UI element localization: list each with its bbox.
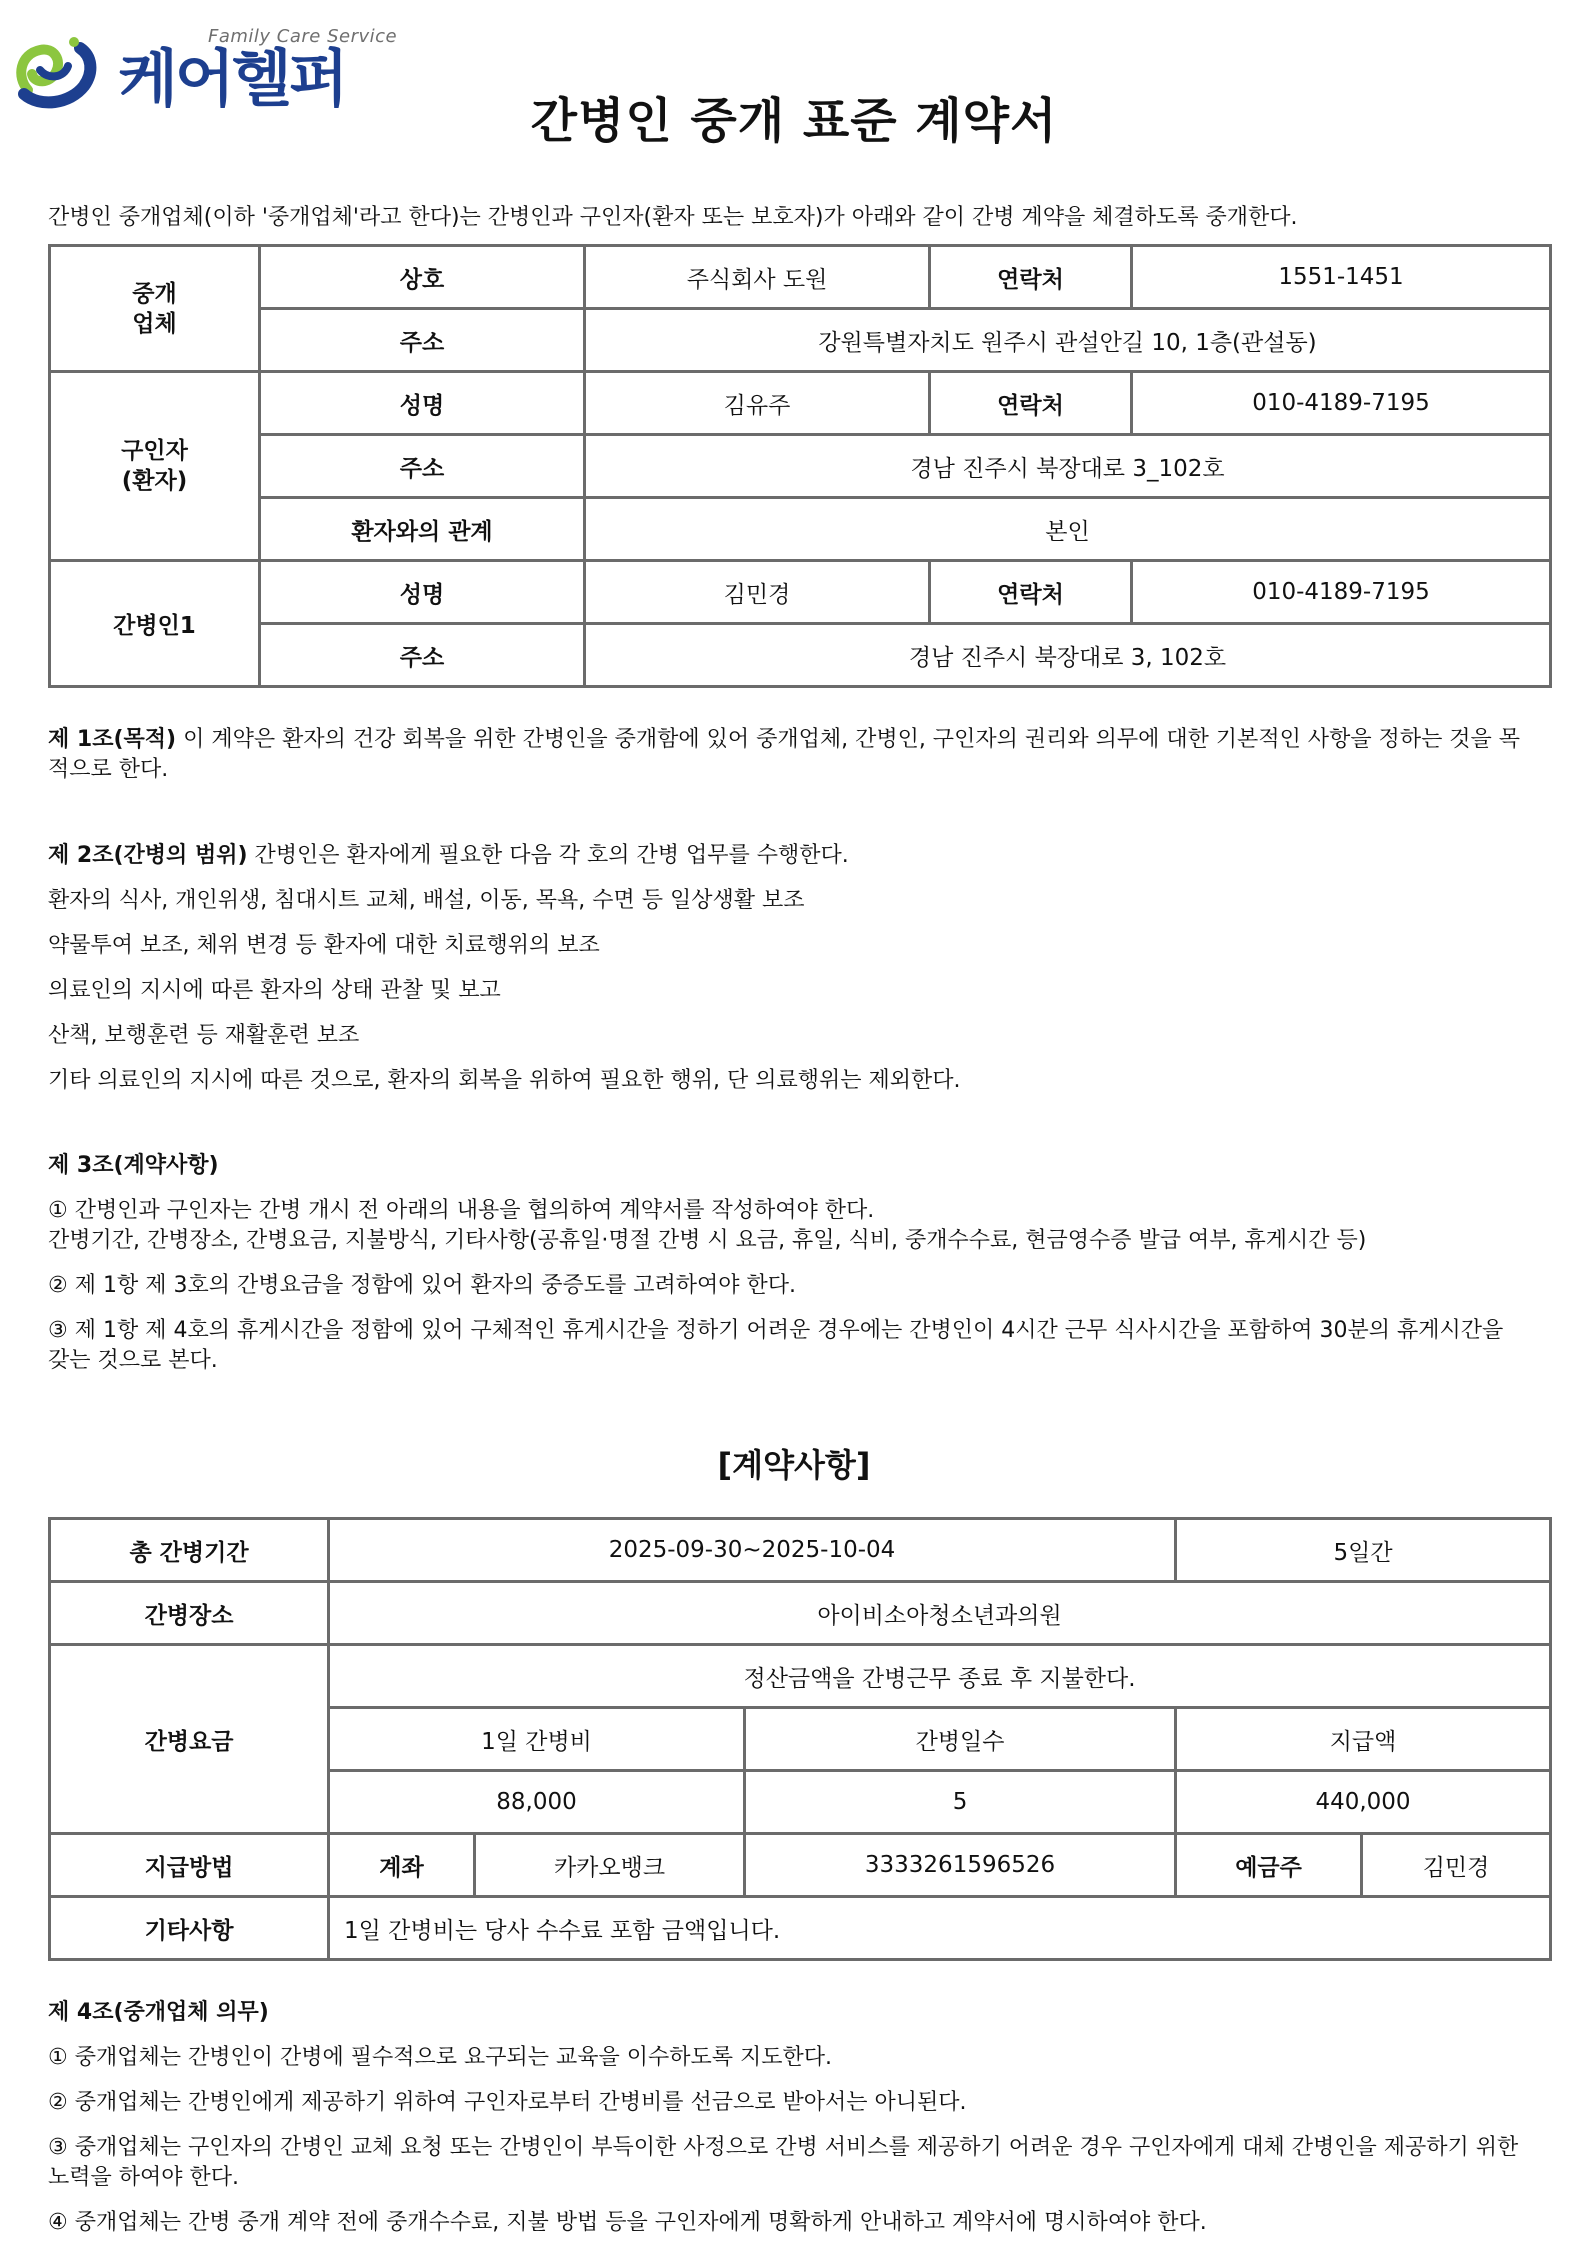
agency-name-label: 상호 [260,246,585,309]
agency-address-label: 주소 [260,309,585,372]
table-row [50,435,1551,498]
caregiver-header: 간병인1 [50,561,260,687]
bank-name: 카카오뱅크 [475,1834,745,1897]
agency-phone: 1551-1451 [1132,246,1551,309]
caregiver-address-label: 주소 [260,624,585,687]
article-3-heading [48,1151,1553,1181]
table-row [50,624,1551,687]
caregiver-address: 경남 진주시 북장대로 3, 102호 [585,624,1551,687]
article-1-body-cont: 적으로 한다. [48,757,169,782]
account-number: 3333261596526 [745,1834,1176,1897]
contract-section-title: [계약사항] [717,1446,871,1484]
holder-label: 예금주 [1176,1834,1362,1897]
article-4-paragraph-4: ④ 중개업체는 간병 중개 계약 전에 중개수수료, 지불 방법 등을 구인자에게 명확하게 안내하고 계약서에 명시하여야 한다. [48,2210,1207,2235]
article-4-p3-line1: ③ 중개업체는 구인자의 간병인 교체 요청 또는 간병인이 부득이한 사정으로 간병 서비스를 제공하기 어려운 경우 구인자에게 대체 간병인을 제공하기 위한 [48,2135,1519,2160]
table-row [50,1834,1551,1897]
agency-header: 중개 업체 [50,246,260,372]
table-row [50,1519,1551,1582]
total-label: 지급액 [1176,1708,1551,1771]
place-value: 아이비소아청소년과의원 [329,1582,1551,1645]
table-row [50,372,1551,435]
table-row [50,1897,1551,1960]
contract-table [48,1517,1552,1961]
daily-fee-label: 1일 간병비 [329,1708,745,1771]
article-3-p1-line2: 간병기간, 간병장소, 간병요금, 지불방식, 기타사항(공휴일·명절 간병 시 요금, 휴일, 식비, 중개수수료, 현금영수증 발급 여부, 휴게시간 등) [48,1228,1367,1253]
caregiver-name-label: 성명 [260,561,585,624]
article-3-paragraph-1 [48,1196,1553,1256]
caregiver-name: 김민경 [585,561,930,624]
daily-fee-value: 88,000 [329,1771,745,1834]
client-name-label: 성명 [260,372,585,435]
article-4-heading [48,1998,1553,2028]
payment-label: 지급방법 [50,1834,329,1897]
client-address: 경남 진주시 북장대로 3_102호 [585,435,1551,498]
list-item: 약물투여 보조, 체위 변경 등 환자에 대한 치료행위의 보조 [48,933,600,958]
table-row [50,1645,1551,1708]
table-row [50,246,1551,309]
account-label: 계좌 [329,1834,475,1897]
article-3-p1-line1: ① 간병인과 구인자는 간병 개시 전 아래의 내용을 협의하여 계약서를 작성하여야 한다. [48,1198,875,1223]
etc-value: 1일 간병비는 당사 수수료 포함 금액입니다. [329,1897,1551,1960]
article-1 [48,725,1553,785]
client-phone: 010-4189-7195 [1132,372,1551,435]
article-3-paragraph-2: ② 제 1항 제 3호의 간병요금을 정함에 있어 환자의 중증도를 고려하여야 한다. [48,1273,796,1298]
day-count-value: 5 [745,1771,1176,1834]
intro-text: 간병인 중개업체(이하 '중개업체'라고 한다)는 간병인과 구인자(환자 또는 보호자)가 아래와 같이 간병 계약을 체결하도록 중개한다. [48,205,1298,230]
caregiver-phone: 010-4189-7195 [1132,561,1551,624]
article-2-heading: 제 2조(간병의 범위) [48,843,248,868]
place-label: 간병장소 [50,1582,329,1645]
client-phone-label: 연락처 [930,372,1132,435]
list-item: 환자의 식사, 개인위생, 침대시트 교체, 배설, 이동, 목욕, 수면 등 일상생활 보조 [48,888,805,913]
list-item: 의료인의 지시에 따른 환자의 상태 관찰 및 보고 [48,978,501,1003]
logo-brand-text: 케어헬퍼 [118,42,346,115]
article-2 [48,841,1553,871]
article-4-paragraph-1: ① 중개업체는 간병인이 간병에 필수적으로 요구되는 교육을 이수하도록 지도한다. [48,2045,832,2070]
article-4-paragraph-2: ② 중개업체는 간병인에게 제공하기 위하여 구인자로부터 간병비를 선금으로 받아서는 아니된다. [48,2090,967,2115]
client-relation-label: 환자와의 관계 [260,498,585,561]
list-item: 산책, 보행훈련 등 재활훈련 보조 [48,1023,360,1048]
article-2-body: 간병인은 환자에게 필요한 다음 각 호의 간병 업무를 수행한다. [247,843,849,868]
logo-tagline: Family Care Service [208,26,398,47]
period-value: 2025-09-30~2025-10-04 [329,1519,1176,1582]
list-item: 기타 의료인의 지시에 따른 것으로, 환자의 회복을 위하여 필요한 행위, 단 의료행위는 제외한다. [48,1068,961,1093]
holder-name: 김민경 [1362,1834,1551,1897]
fee-note: 정산금액을 간병근무 종료 후 지불한다. [329,1645,1551,1708]
total-value: 440,000 [1176,1771,1551,1834]
article-4-paragraph-3 [48,2133,1553,2193]
period-days: 5일간 [1176,1519,1551,1582]
client-relation: 본인 [585,498,1551,561]
article-1-heading: 제 1조(목적) [48,727,177,752]
table-row [50,1582,1551,1645]
document-title: 간병인 중개 표준 계약서 [530,93,1058,149]
etc-label: 기타사항 [50,1897,329,1960]
agency-name: 주식회사 도원 [585,246,930,309]
client-name: 김유주 [585,372,930,435]
client-header: 구인자 (환자) [50,372,260,561]
table-row [50,498,1551,561]
agency-address: 강원특별자치도 원주시 관설안길 10, 1층(관설동) [585,309,1551,372]
article-4-p3-line2: 노력을 하여야 한다. [48,2165,239,2190]
period-label: 총 간병기간 [50,1519,329,1582]
article-3-p3-line1: ③ 제 1항 제 4호의 휴게시간을 정함에 있어 구체적인 휴게시간을 정하기 어려운 경우에는 간병인이 4시간 근무 식사시간을 포함하여 30분의 휴게시간을 [48,1318,1504,1343]
parties-table [48,244,1552,688]
day-count-label: 간병일수 [745,1708,1176,1771]
agency-phone-label: 연락처 [930,246,1132,309]
article-3-paragraph-3 [48,1316,1553,1376]
table-row [50,561,1551,624]
article-3-heading-text: 제 3조(계약사항) [48,1153,219,1178]
caregiver-phone-label: 연락처 [930,561,1132,624]
article-1-body: 이 계약은 환자의 건강 회복을 위한 간병인을 중개함에 있어 중개업체, 간병인, 구인자의 권리와 의무에 대한 기본적인 사항을 정하는 것을 목 [176,727,1521,752]
article-4-heading-text: 제 4조(중개업체 의무) [48,2000,269,2025]
table-row [50,309,1551,372]
fee-label: 간병요금 [50,1645,329,1834]
article-3-p3-line2: 갖는 것으로 본다. [48,1348,218,1373]
client-address-label: 주소 [260,435,585,498]
